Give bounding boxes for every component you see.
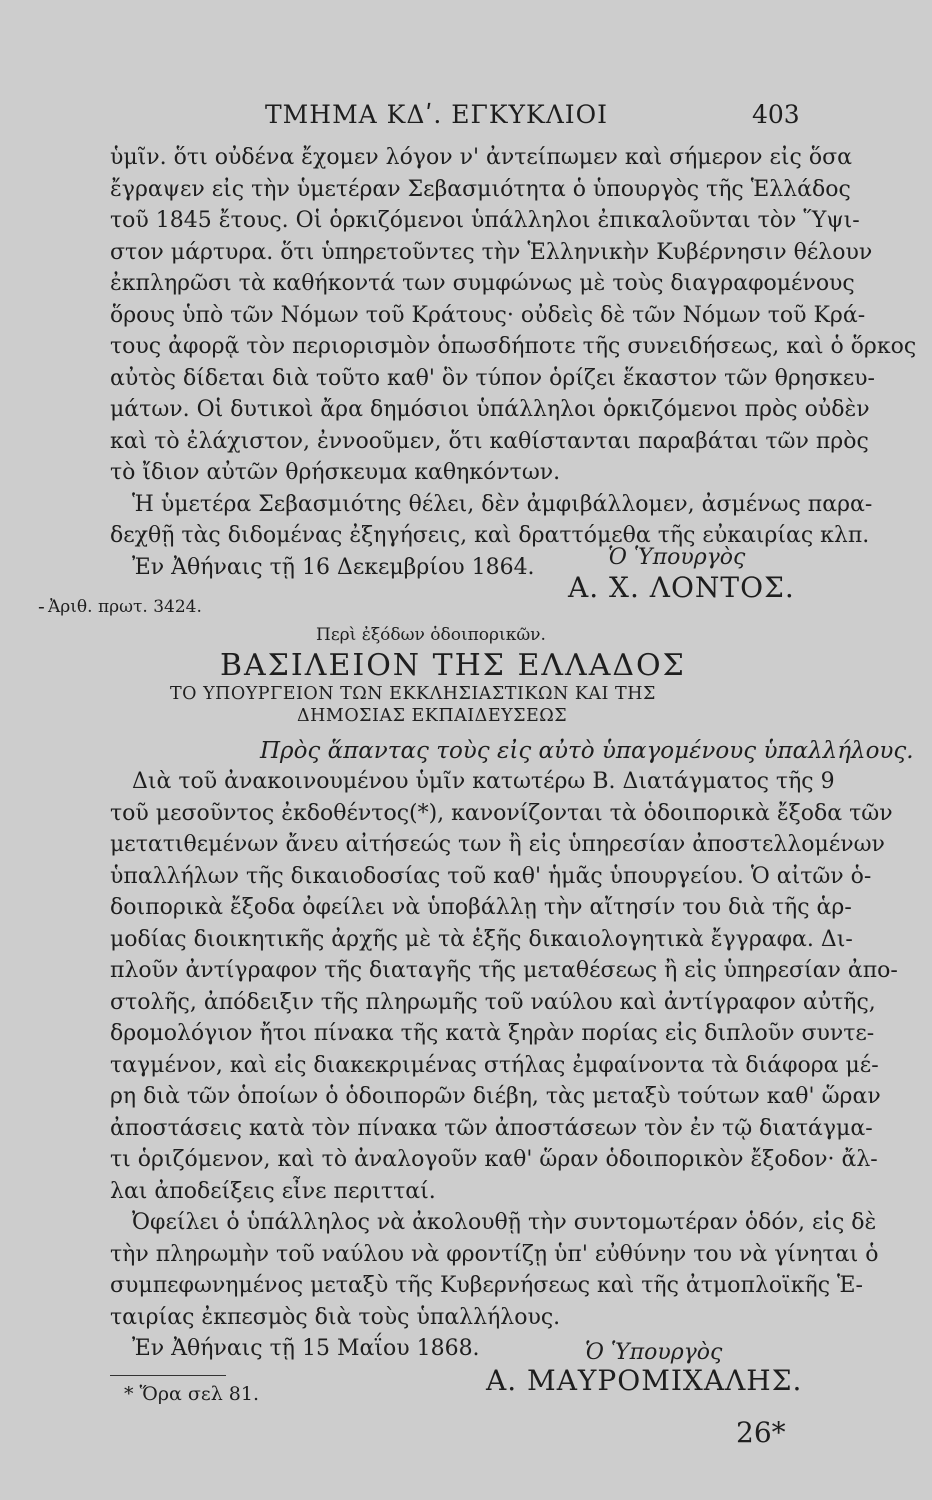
text-line: ἐκπληρῶσι τὰ καθήκοντά των συμφώνως μὲ τοὺς διαγραφομένους [110, 271, 855, 296]
text-line: μοδίας διοικητικῆς ἀρχῆς μὲ τὰ ἑξῆς δικαιολογητικὰ ἔγγραφα. Δι- [110, 926, 853, 952]
text-line: μάτων. Οἱ δυτικοὶ ἄρα δημόσιοι ὑπάλληλοι ὁρκιζόμενοι πρὸς οὐδὲν [110, 397, 870, 422]
text-line: δεχθῇ τὰς διδομένας ἐξηγήσεις, καὶ δραττόμεθα τῆς εὐκαιρίας κλπ. [110, 523, 870, 548]
text-line: τὸ ἴδιον αὐτῶν θρήσκευμα καθηκόντων. [110, 460, 561, 485]
subject-line: Περὶ ἐξόδων ὁδοιπορικῶν. [316, 625, 546, 645]
text-line: τους ἀφορᾷ τὸν περιορισμὸν ὁπωσδήποτε τῆς συνειδήσεως, καὶ ὁ ὅρκος [110, 334, 917, 359]
text-line: ταιρίας ἐκπεσμὸς διὰ τοὺς ὑπαλλήλους. [110, 1304, 561, 1330]
ministry-heading-line-2: ΔΗΜΟΣΙΑΣ ΕΚΠΑΙΔΕΥΣΕΩΣ [297, 706, 568, 726]
footnote: * Ὅρα σελ 81. [124, 1383, 260, 1405]
text-line: ἀποστάσεις κατὰ τὸν πίνακα τῶν ἀποστάσεων τὸν ἐν τῷ διατάγμα- [110, 1115, 873, 1141]
text-line: συμπεφωνημένος μεταξὺ τῆς Κυβερνήσεως καὶ τῆς ἀτμοπλοϊκῆς Ἑ- [110, 1273, 863, 1298]
text-line: στολῆς, ἀπόδειξιν τῆς πληρωμῆς τοῦ ναύλου καὶ ἀντίγραφον αὐτῆς, [110, 989, 876, 1015]
text-line: δρομολόγιον ἤτοι πίνακα τῆς κατὰ ξηρὰν πορίας εἰς διπλοῦν συντε- [110, 1021, 875, 1046]
text-line: Ἡ ὑμετέρα Σεβασμιότης θέλει, δὲν ἀμφιβάλλομεν, ἀσμένως παρα- [132, 491, 873, 517]
date-line: Ἐν Ἀθήναις τῇ 15 Μαΐου 1868. [132, 1336, 480, 1361]
text-line: μετατιθεμένων ἄνευ αἰτήσεώς των ἢ εἰς ὑπηρεσίαν ἀποστελλομένων [110, 832, 885, 857]
text-line: πλοῦν ἀντίγραφον τῆς διαταγῆς τῆς μεταθέσεως ἢ εἰς ὑπηρεσίαν ἀπο- [110, 958, 898, 983]
text-line: ὑπαλλήλων τῆς δικαιοδοσίας τοῦ καθ' ἡμᾶς ὑπουργείου. Ὁ αἰτῶν ὁ- [110, 863, 872, 889]
text-line: στον μάρτυρα. ὅτι ὑπηρετοῦντες τὴν Ἑλληνικὴν Κυβέρνησιν θέλουν [110, 239, 873, 265]
protocol-number: Ἀριθ. πρωτ. 3424. [48, 597, 202, 617]
text-line: ἔγραψεν εἰς τὴν ὑμετέραν Σεβασμιότητα ὁ ὑπουργὸς τῆς Ἑλλάδος [110, 176, 851, 202]
ministry-heading-line-1: ΤΟ ΥΠΟΥΡΓΕΙΟΝ ΤΩΝ ΕΚΚΛΗΣΙΑΣΤΙΚΩΝ ΚΑΙ ΤΗΣ [170, 684, 656, 704]
first-document-body [110, 142, 917, 583]
text-line: λαι ἀποδείξεις εἶνε περιτταί. [110, 1178, 436, 1204]
footnote-rule [110, 1375, 226, 1376]
text-line: Διὰ τοῦ ἀνακοινουμένου ὑμῖν κατωτέρω Β. Διατάγματος τῆς 9 [132, 769, 835, 794]
signature-title: Ὁ Ὑπουργὸς [585, 1340, 723, 1365]
second-document-body [110, 766, 898, 1365]
date-line: Ἐν Ἀθήναις τῇ 16 Δεκεμβρίου 1864. [132, 554, 535, 580]
text-line: αὐτὸς δίδεται διὰ τοῦτο καθ' ὃν τύπον ὁρίζει ἕκαστον τῶν θρησκευ- [110, 365, 875, 391]
printer-signature-mark: 26* [736, 1416, 786, 1449]
text-line: τοῦ 1845 ἔτους. Οἱ ὁρκιζόμενοι ὑπάλληλοι ἐπικαλοῦνται τὸν Ὕψι- [110, 208, 860, 233]
text-line: καὶ τὸ ἐλάχιστον, ἐννοοῦμεν, ὅτι καθίστανται παραβάται τῶν πρὸς [110, 428, 869, 454]
text-line: ὅρους ὑπὸ τῶν Νόμων τοῦ Κράτους· οὐδεὶς δὲ τῶν Νόμων τοῦ Κρά- [110, 302, 866, 328]
text-line: ὑμῖν. ὅτι οὐδένα ἔχομεν λόγον ν' ἀντείπωμεν καὶ σήμερον εἰς ὅσα [110, 145, 852, 170]
text-line: ρη διὰ τῶν ὁποίων ὁ ὁδοιπορῶν διέβη, τὰς μεταξὺ τούτων καθ' ὥραν [110, 1084, 881, 1109]
signature-name: Α. ΜΑΥΡΟΜΙΧΑΛΗΣ. [486, 1364, 803, 1397]
text-line: τὴν πληρωμὴν τοῦ ναύλου νὰ φροντίζῃ ὑπ' εὐθύνην του νὰ γίνηται ὁ [110, 1241, 879, 1267]
text-line: τι ὁριζόμενον, καὶ τὸ ἀναλογοῦν καθ' ὥραν ὁδοιπορικὸν ἔξοδον· ἄλ- [110, 1147, 878, 1172]
text-line: τοῦ μεσοῦντος ἐκδοθέντος(*), κανονίζονται τὰ ὁδοιπορικὰ ἔξοδα τῶν [110, 800, 893, 826]
address-line: Πρὸς ἅπαντας τοὺς εἰς αὐτὸ ὑπαγομένους ὑπαλλήλους. [260, 738, 914, 764]
text-line: δοιπορικὰ ἔξοδα ὀφείλει νὰ ὑποβάλλῃ τὴν αἴτησίν του διὰ τῆς ἁρ- [110, 895, 852, 920]
signature-name: Α. Χ. ΛΟΝΤΟΣ. [568, 571, 795, 604]
kingdom-heading: ΒΑΣΙΛΕΙΟΝ ΤΗΣ ΕΛΛΑΔΟΣ [220, 648, 686, 683]
running-head: ΤΜΗΜΑ ΚΔʹ. ΕΓΚΥΚΛΙΟΙ [265, 100, 609, 129]
margin-dash: - [38, 594, 45, 618]
page-number: 403 [752, 100, 800, 129]
signature-title: Ὁ Ὑπουργὸς [608, 545, 746, 570]
text-line: ταγμένον, καὶ εἰς διακεκριμένας στήλας ἐμφαίνοντα τὰ διάφορα μέ- [110, 1052, 879, 1078]
text-line: Ὀφείλει ὁ ὑπάλληλος νὰ ἀκολουθῇ τὴν συντομωτέραν ὁδόν, εἰς δὲ [132, 1210, 877, 1235]
